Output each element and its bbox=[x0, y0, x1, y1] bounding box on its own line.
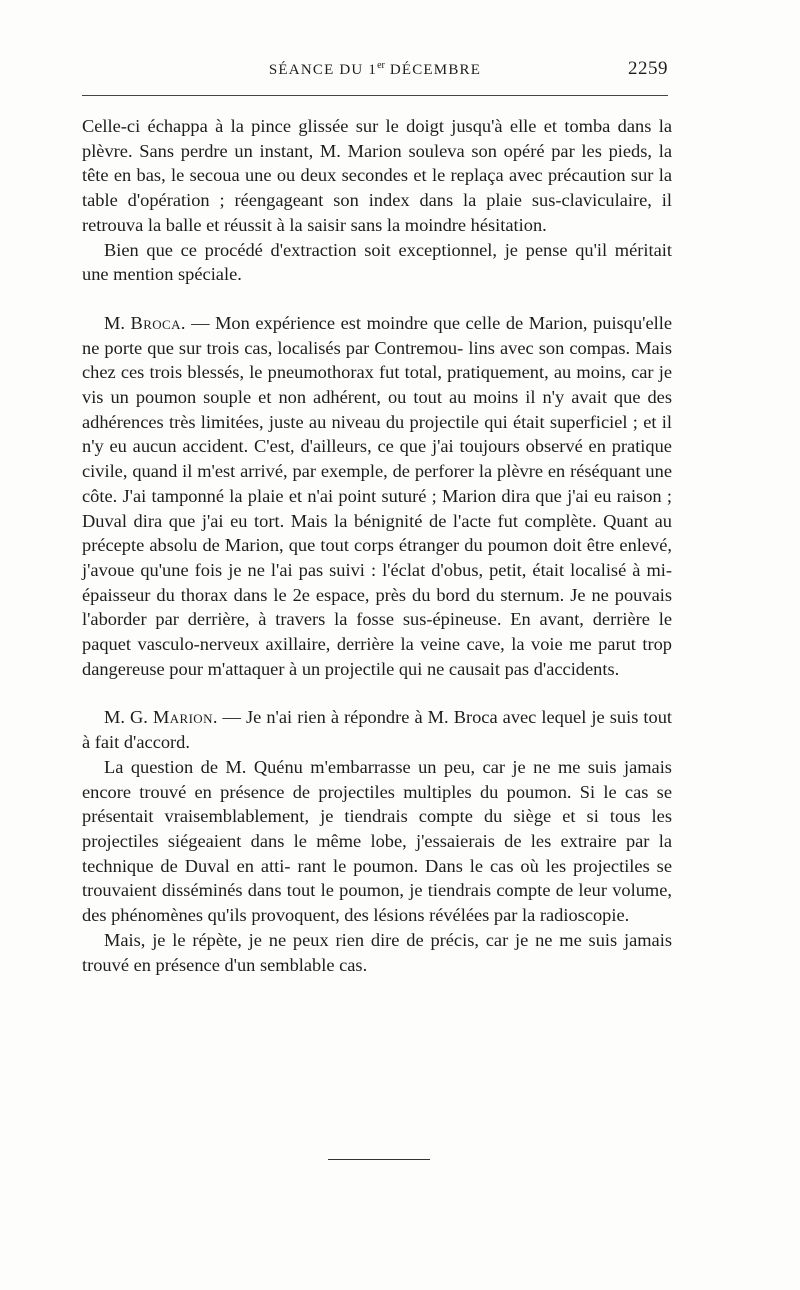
speaker-prefix: M. G. bbox=[104, 707, 153, 728]
text-line: il n'y eu aucun accident. C'est, d'ailleurs, ce que j'ai toujours bbox=[82, 411, 672, 457]
text-line: rant le poumon. Dans le cas où les projectiles se trouvaient bbox=[82, 855, 672, 901]
page-number: 2259 bbox=[628, 58, 668, 79]
text-line: lobe, j'essaierais de les extraire par la technique de Duval en atti- bbox=[82, 830, 672, 876]
text-line: Je n'ai rien à répondre à M. Broca avec lequel bbox=[245, 707, 587, 728]
text-line: qu'il méritait une mention spéciale. bbox=[82, 239, 672, 285]
running-title bbox=[82, 60, 668, 79]
speaker-separator: . — bbox=[180, 312, 216, 333]
text-line: d'obus, petit, était localisé à mi-épaisseur du thorax dans le bbox=[82, 559, 672, 605]
speaker-name: Marion bbox=[152, 707, 213, 728]
speaker-name: Broca bbox=[130, 312, 181, 333]
text-line: 2e espace, près du bord du sternum. Je ne pouvais l'aborder par bbox=[82, 584, 672, 630]
text-line: lins avec son compas. Mais chez ces trois blessés, le pneumothorax bbox=[82, 337, 672, 383]
text-line: son opéré par les pieds, la tête en bas, le secoua une ou deux bbox=[82, 140, 672, 186]
text-line: par la radioscopie. bbox=[493, 905, 630, 926]
running-title-superscript: er bbox=[377, 60, 385, 71]
text-line: causait pas d'accidents. bbox=[448, 658, 620, 679]
text-line: tomba dans la plèvre. Sans perdre un instant, M. Marion souleva bbox=[82, 116, 672, 161]
text-line: parut trop dangereuse pour m'attaquer à un projectile qui ne bbox=[82, 634, 672, 679]
text-line: fut total, pratiquement, au moins, car je vis un poumon souple et bbox=[82, 362, 672, 408]
text-line: derrière, à travers la fosse sus-épineuse. En avant, derrière le bbox=[187, 609, 672, 630]
text-line: suis jamais encore trouvé en présence de projectiles multiples du bbox=[82, 756, 672, 802]
text-line: et n'ai point suturé ; Marion dira que j'ai eu raison ; Duval dira bbox=[82, 485, 672, 531]
header-rule bbox=[82, 95, 668, 96]
text-line: précepte absolu de Marion, que tout corps étranger du poumon bbox=[82, 535, 548, 556]
text-line: poumon. Si le cas se présentait vraisemblablement, je tiendrais bbox=[82, 781, 672, 827]
text-line: Mais, je le répète, je ne peux rien dire de précis, car je ne me bbox=[104, 929, 582, 950]
paragraph bbox=[82, 705, 672, 754]
text-line: paquet vasculo-nerveux axillaire, derrière la veine cave, la voie me bbox=[82, 634, 592, 655]
text-line: non adhérent, ou tout au moins il n'y avait que des adhérences bbox=[82, 387, 673, 432]
text-line: perforer la plèvre en réséquant une côte. J'ai tamponné la plaie bbox=[82, 461, 672, 506]
running-title-suffix: DÉCEMBRE bbox=[384, 62, 482, 78]
end-rule bbox=[328, 1159, 430, 1160]
text-line: la balle et réussit à la saisir sans la moindre hésitation. bbox=[147, 214, 547, 235]
text-line: disséminés dans tout le poumon, je tiendrais compte de leur bbox=[161, 880, 607, 901]
text-line: doit être enlevé, j'avoue qu'une fois je ne l'ai pas suivi : l'éclat bbox=[82, 535, 672, 580]
speaker-prefix: M. bbox=[104, 312, 131, 333]
paragraph bbox=[82, 928, 672, 977]
text-line: secondes et le replaça avec précaution sur la table d'opération ; bbox=[82, 165, 672, 211]
text-line: volume, des phénomènes qu'ils provoquent, des lésions révélées bbox=[82, 880, 672, 926]
paragraph bbox=[82, 311, 672, 682]
text-line: réengageant son index dans la plaie sus-claviculaire, il retrouva bbox=[82, 190, 672, 235]
text-line: La question de M. Quénu m'embarrasse un peu, car je ne me bbox=[104, 756, 581, 777]
page-header bbox=[82, 58, 668, 88]
text-line: compte du siège et si tous les projectiles siégeaient dans le même bbox=[82, 806, 672, 851]
text-line: très limitées, juste au niveau du projectile qui était superficiel ; et bbox=[168, 411, 657, 432]
text-line: que j'ai eu tort. Mais la bénignité de l'acte fut complète. Quant au bbox=[168, 510, 673, 531]
body-text bbox=[82, 114, 672, 977]
text-line: puisqu'elle ne porte que sur trois cas, localisés par Contremou- bbox=[82, 312, 672, 358]
text-line: suis jamais trouvé en présence d'un semblable cas. bbox=[82, 929, 672, 975]
speaker-separator: . — bbox=[212, 707, 246, 728]
text-line: Bien que ce procédé d'extraction soit exceptionnel, je pense bbox=[104, 239, 568, 260]
text-line: Mon expérience est moindre que celle de Marion, bbox=[215, 312, 588, 333]
running-title-prefix: SÉANCE DU 1 bbox=[268, 62, 378, 78]
paragraph bbox=[82, 755, 672, 928]
paragraph bbox=[82, 114, 672, 238]
paragraph bbox=[82, 238, 672, 287]
text-line: je suis tout à fait d'accord. bbox=[82, 707, 673, 753]
text-line: Celle-ci échappa à la pince glissée sur le doigt jusqu'à elle et bbox=[82, 116, 558, 136]
text-line: observé en pratique civile, quand il m'est arrivé, par exemple, de bbox=[82, 436, 672, 482]
